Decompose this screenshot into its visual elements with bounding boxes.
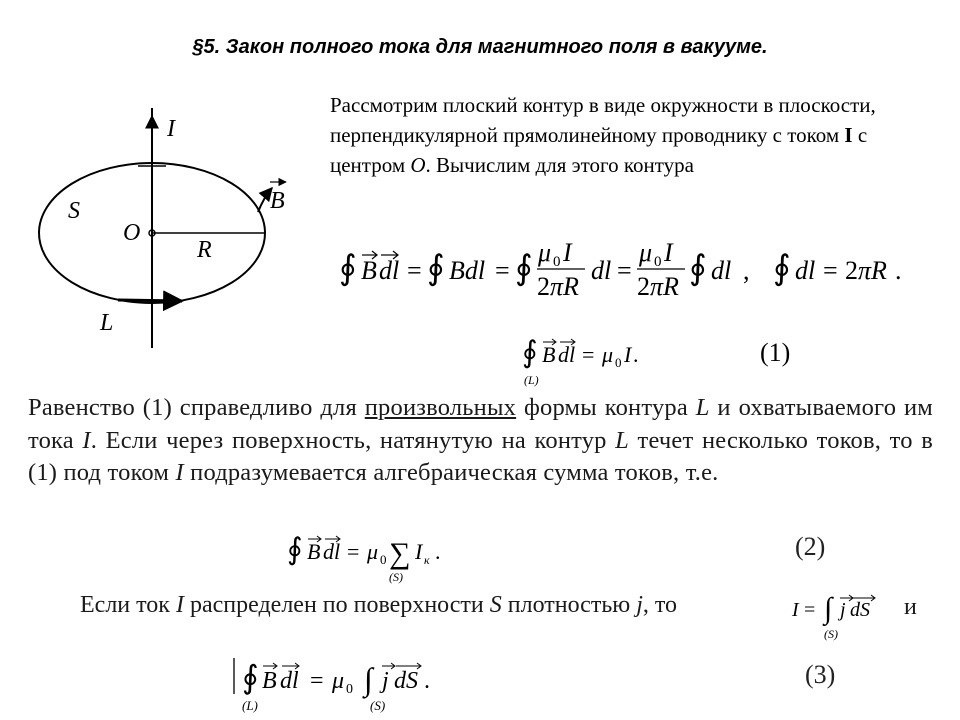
svg-text:dl: dl	[280, 668, 299, 694]
svg-text:j: j	[382, 668, 389, 694]
svg-text:dl: dl	[558, 342, 576, 367]
svg-text:∮: ∮	[773, 250, 791, 287]
svg-text:(S): (S)	[370, 698, 386, 713]
svg-text:∑: ∑	[389, 537, 411, 570]
current-symbol: I	[844, 123, 853, 147]
svg-text:πR: πR	[550, 272, 579, 301]
svg-text:I: I	[415, 539, 423, 564]
svg-text:πR: πR	[858, 256, 887, 285]
svg-text:dl: dl	[379, 256, 400, 285]
svg-text:=: =	[310, 668, 324, 694]
svg-text:∮: ∮	[427, 250, 445, 287]
svg-text:∫: ∫	[364, 661, 373, 697]
svg-text:=: =	[407, 256, 422, 285]
svg-text:(S): (S)	[389, 570, 403, 584]
field-label: B	[270, 188, 285, 214]
svg-text:0: 0	[553, 254, 561, 270]
svg-text:.: .	[435, 539, 441, 564]
svg-text:.: .	[895, 256, 902, 285]
svg-text:2: 2	[637, 272, 650, 301]
equation-3	[230, 650, 460, 718]
svg-text:=: =	[495, 256, 510, 285]
svg-text:I: I	[792, 599, 799, 621]
svg-text:dl: dl	[711, 256, 732, 285]
svg-text:πR: πR	[650, 272, 679, 301]
svg-text:.: .	[424, 668, 430, 694]
svg-text:μ: μ	[639, 238, 653, 267]
center-symbol: O	[410, 153, 426, 177]
svg-text:(L): (L)	[242, 698, 258, 713]
svg-text:(S): (S)	[824, 627, 838, 641]
svg-text:B: B	[361, 256, 377, 285]
equation-circulation-calc	[335, 235, 925, 303]
svg-text:Bdl: Bdl	[449, 256, 486, 285]
equation-number-2: (2)	[795, 532, 826, 561]
svg-text:=: =	[617, 256, 632, 285]
svg-text:2: 2	[537, 272, 550, 301]
svg-text:∮: ∮	[515, 250, 533, 287]
svg-text:,: ,	[743, 256, 750, 285]
svg-text:dl: dl	[591, 256, 612, 285]
svg-text:∫: ∫	[824, 592, 833, 625]
conjunction-and: и	[904, 594, 917, 620]
svg-text:j: j	[840, 599, 846, 621]
svg-text:dS: dS	[394, 668, 418, 694]
svg-text:dl: dl	[323, 539, 341, 564]
svg-text:I: I	[664, 238, 673, 267]
equation-number-3: (3)	[805, 660, 836, 689]
contour-direction-arrow	[118, 300, 182, 301]
svg-text:2: 2	[845, 256, 858, 285]
svg-text:B: B	[542, 342, 556, 367]
svg-text:=: =	[804, 599, 816, 621]
svg-text:=: =	[582, 342, 595, 367]
svg-text:0: 0	[654, 254, 662, 270]
svg-text:(L): (L)	[524, 373, 539, 387]
svg-text:∮: ∮	[689, 250, 707, 287]
svg-text:∮: ∮	[287, 533, 303, 566]
equation-number-1: (1)	[760, 338, 791, 367]
contour-label: L	[100, 310, 114, 336]
intro-text: Рассмотрим плоский контур в виде окружности в плоскости, перпендикулярной прямолинейному проводнику с током I с центром O. Вычислим для этого контура	[330, 93, 876, 177]
svg-text:μ: μ	[332, 668, 345, 694]
svg-text:∮: ∮	[339, 250, 357, 287]
equation-1	[520, 330, 700, 390]
svg-text:μ: μ	[367, 539, 379, 564]
svg-text:dl: dl	[795, 256, 816, 285]
svg-text:∮: ∮	[522, 336, 538, 369]
svg-text:=: =	[347, 539, 360, 564]
surface-label: S	[68, 198, 80, 224]
svg-text:0: 0	[615, 355, 622, 370]
svg-text:μ: μ	[602, 342, 614, 367]
contour-figure	[30, 100, 300, 360]
current-integral-inline	[790, 588, 900, 644]
svg-text:∮: ∮	[242, 659, 259, 695]
current-density-line: Если ток I распределен по поверхности S плотностью j, то	[80, 592, 678, 618]
center-label: O	[123, 220, 141, 246]
svg-text:к: к	[424, 553, 430, 567]
svg-text:dS: dS	[850, 599, 870, 621]
current-label: I	[167, 116, 175, 142]
equation-2	[285, 525, 505, 587]
svg-text:I: I	[624, 342, 632, 367]
svg-text:.: .	[633, 342, 639, 367]
svg-text:μ: μ	[538, 238, 552, 267]
svg-text:B: B	[262, 668, 277, 694]
svg-text:0: 0	[380, 552, 387, 567]
svg-text:=: =	[823, 256, 838, 285]
page-title: §5. Закон полного тока для магнитного поля в вакууме.	[192, 36, 768, 58]
main-paragraph: Равенство (1) справедливо для произвольных формы контура L и охватываемого им тока I. Если через поверхность, натянутую на контур L течет несколько токов, то в (1) под током I подразумевается алгебраическая сумма токов, т.е.	[28, 394, 933, 486]
svg-text:I: I	[563, 238, 572, 267]
radius-label: R	[197, 237, 212, 263]
svg-text:B: B	[307, 539, 321, 564]
svg-text:0: 0	[346, 682, 353, 697]
